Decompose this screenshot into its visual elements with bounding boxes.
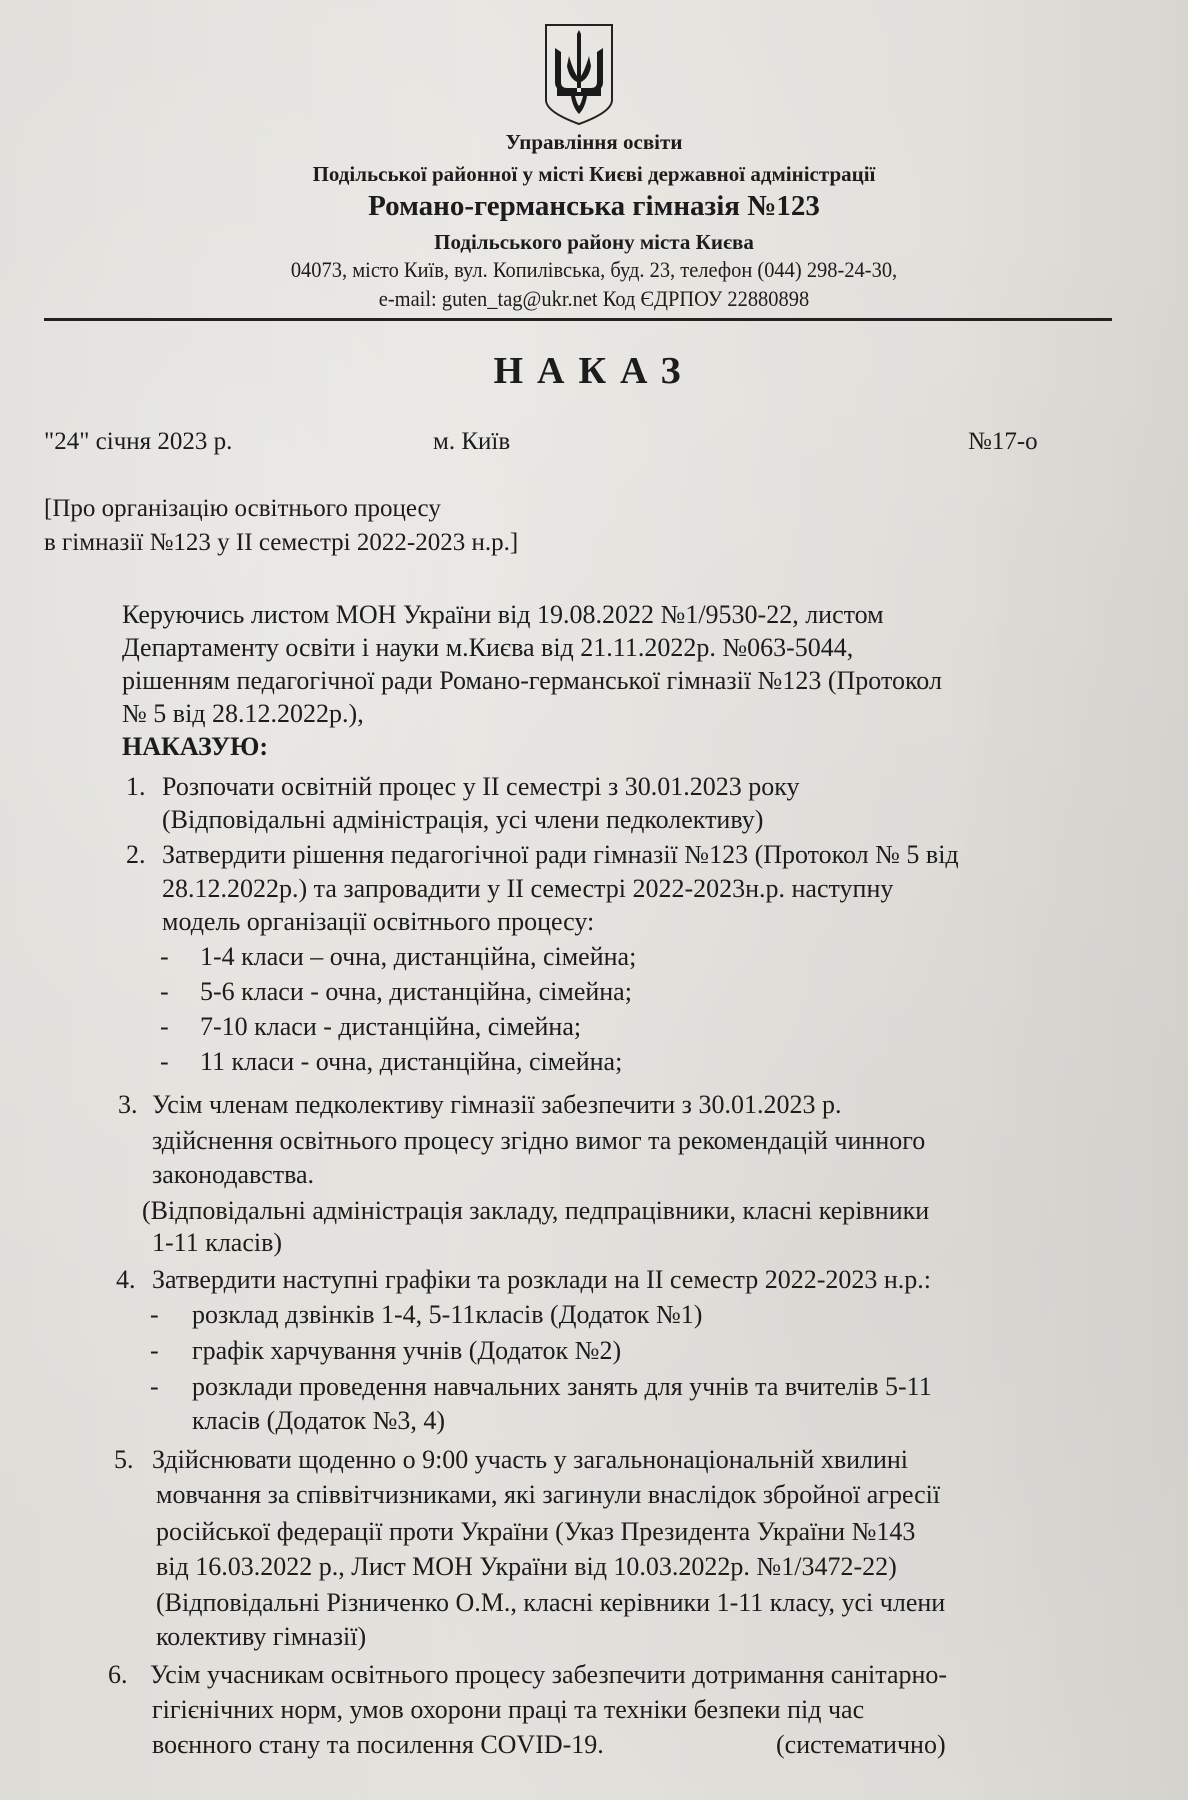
preamble-line: рішенням педагогічної ради Романо-германської гімназії №123 (Протокол bbox=[122, 666, 942, 695]
item-line: воєнного стану та посилення COVID-19. bbox=[152, 1730, 604, 1759]
coat-of-arms-icon bbox=[543, 22, 615, 126]
bullet-item: графік харчування учнів (Додаток №2) bbox=[192, 1336, 622, 1365]
responsible-line: (Відповідальні адміністрація закладу, педпрацівники, класні керівники bbox=[142, 1196, 930, 1225]
letterhead-department: Управління освіти bbox=[505, 130, 683, 154]
order-subject-line: в гімназії №123 у ІІ семестрі 2022-2023 н.р.] bbox=[44, 529, 519, 556]
responsible-line: колективу гімназії) bbox=[156, 1622, 367, 1651]
order-date: "24" січня 2023 р. bbox=[44, 428, 233, 455]
order-city: м. Київ bbox=[433, 428, 511, 455]
bullet-dash: - bbox=[160, 942, 169, 971]
bullet-item: розклади проведення навчальних занять для учнів та вчителів 5-11 bbox=[192, 1372, 932, 1401]
item-line: від 16.03.2022 р., Лист МОН України від 10.03.2022р. №1/3472-22) bbox=[156, 1552, 897, 1581]
item-line: (Відповідальні адміністрація, усі члени педколективу) bbox=[162, 805, 764, 834]
item-line: Затвердити наступні графіки та розклади на ІІ семестр 2022-2023 н.р.: bbox=[152, 1265, 931, 1294]
preamble-line: Керуючись листом МОН України від 19.08.2022 №1/9530-22, листом bbox=[122, 600, 884, 629]
bullet-dash: - bbox=[160, 977, 169, 1006]
item-line: гігієнічних норм, умов охорони праці та техніки безпеки під час bbox=[152, 1695, 865, 1724]
item-number: 4. bbox=[116, 1265, 136, 1294]
item-line: 28.12.2022р.) та запровадити у ІІ семестрі 2022-2023н.р. наступну bbox=[162, 874, 894, 903]
bullet-item-continued: класів (Додаток №3, 4) bbox=[192, 1406, 446, 1435]
responsible-line: (Відповідальні Різниченко О.М., класні керівники 1-11 класу, усі члени bbox=[156, 1588, 946, 1617]
header-divider bbox=[44, 318, 1112, 321]
letterhead-contact: e-mail: guten_tag@ukr.net Код ЄДРПОУ 22880898 bbox=[378, 286, 810, 311]
item-line: російської федерації проти України (Указ Президента України №143 bbox=[156, 1517, 916, 1546]
bullet-dash: - bbox=[150, 1336, 159, 1365]
item-line: здійснення освітнього процесу згідно вимог та рекомендацій чинного bbox=[152, 1126, 926, 1155]
bullet-item: розклад дзвінків 1-4, 5-11класів (Додаток №1) bbox=[192, 1300, 703, 1329]
item-line: Усім учасникам освітнього процесу забезпечити дотримання санітарно- bbox=[150, 1660, 948, 1689]
item-line: модель організації освітнього процесу: bbox=[162, 907, 595, 936]
deadline-note: (систематично) bbox=[776, 1730, 946, 1759]
bullet-item: 11 класи - очна, дистанційна, сімейна; bbox=[200, 1047, 623, 1076]
school-name: Романо-германська гімназія №123 bbox=[368, 190, 820, 222]
bullet-dash: - bbox=[160, 1012, 169, 1041]
preamble-line: № 5 від 28.12.2022р.), bbox=[122, 699, 364, 728]
item-number: 2. bbox=[126, 840, 146, 869]
bullet-item: 7-10 класи - дистанційна, сімейна; bbox=[200, 1012, 582, 1041]
item-line: Здійснювати щоденно о 9:00 участь у загальнонаціональній хвилині bbox=[152, 1445, 909, 1474]
item-line: Розпочати освітній процес у ІІ семестрі з 30.01.2023 року bbox=[162, 772, 800, 801]
item-number: 3. bbox=[118, 1090, 138, 1119]
item-line: Усім членам педколективу гімназії забезпечити з 30.01.2023 р. bbox=[152, 1090, 842, 1119]
order-number: №17-о bbox=[968, 428, 1038, 455]
item-number: 6. bbox=[108, 1660, 128, 1689]
item-number: 5. bbox=[114, 1445, 134, 1474]
bullet-dash: - bbox=[150, 1372, 159, 1401]
item-line: Затвердити рішення педагогічної ради гімназії №123 (Протокол № 5 від bbox=[162, 840, 959, 869]
letterhead-address: 04073, місто Київ, вул. Копилівська, буд. 23, телефон (044) 298-24-30, bbox=[290, 257, 898, 282]
bullet-item: 5-6 класи - очна, дистанційна, сімейна; bbox=[200, 977, 632, 1006]
item-line: мовчання за співвітчизниками, які загинули внаслідок збройної агресії bbox=[156, 1480, 941, 1509]
bullet-item: 1-4 класи – очна, дистанційна, сімейна; bbox=[200, 942, 637, 971]
directive-heading: НАКАЗУЮ: bbox=[122, 732, 269, 761]
responsible-line: 1-11 класів) bbox=[152, 1228, 283, 1257]
letterhead-administration: Подільської районної у місті Києві державної адміністрації bbox=[312, 162, 876, 186]
document-title: НАКАЗ bbox=[493, 350, 695, 392]
bullet-dash: - bbox=[160, 1047, 169, 1076]
preamble-line: Департаменту освіти і науки м.Києва від 21.11.2022р. №063-5044, bbox=[122, 633, 854, 662]
letterhead-district: Подільського району міста Києва bbox=[434, 230, 754, 254]
order-subject-line: [Про організацію освітнього процесу bbox=[44, 495, 441, 522]
bullet-dash: - bbox=[150, 1300, 159, 1329]
item-line: законодавства. bbox=[152, 1160, 315, 1189]
item-number: 1. bbox=[126, 772, 146, 801]
